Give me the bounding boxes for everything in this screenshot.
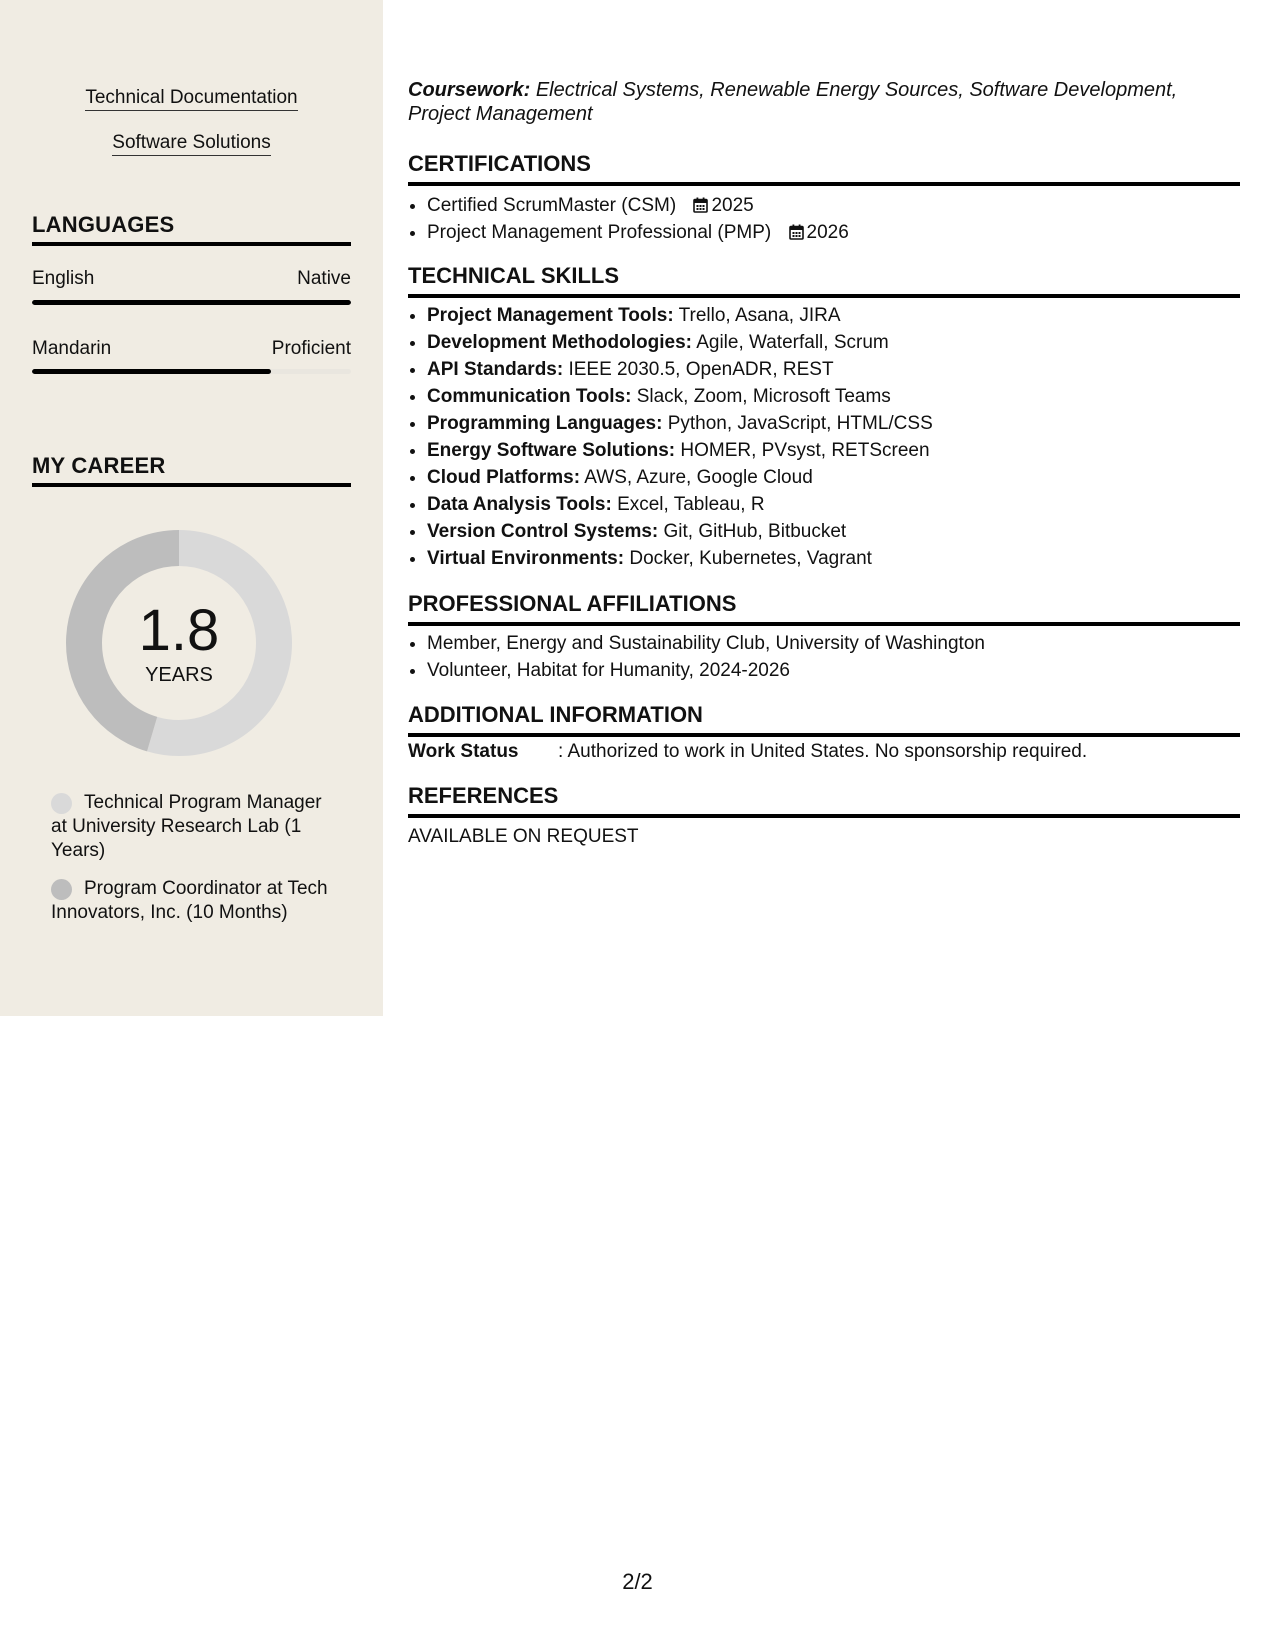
career-legend-item	[51, 791, 336, 863]
language-row	[32, 337, 351, 361]
page-number: 2/2	[622, 1569, 653, 1594]
skill-item	[427, 410, 1237, 437]
skill-item	[427, 302, 1237, 329]
skill-item	[427, 464, 1237, 491]
coursework-label: Coursework:	[408, 79, 531, 101]
skill-label: Project Management Tools:	[427, 305, 674, 326]
skill-value: HOMER, PVsyst, RETScreen	[680, 440, 930, 461]
certification-name: Project Management Professional (PMP)	[427, 222, 772, 243]
career-legend-label: Program Coordinator at Tech Innovators, Inc. (10 Months)	[51, 878, 328, 923]
affiliation-item: • Volunteer, Habitat for Humanity, 2024-2026	[427, 657, 1237, 684]
skill-item	[427, 491, 1237, 518]
skill-value: Slack, Zoom, Microsoft Teams	[636, 386, 891, 407]
career-total-unit: YEARS	[145, 664, 213, 686]
calendar-icon	[789, 224, 804, 240]
technical-skills-heading: TECHNICAL SKILLS	[408, 263, 1240, 298]
career-legend-dot	[51, 879, 72, 900]
interest-item[interactable]	[0, 86, 383, 110]
references-text: AVAILABLE ON REQUEST	[408, 826, 639, 847]
skill-label: Version Control Systems:	[427, 521, 659, 542]
language-proficiency-fill	[32, 369, 271, 374]
technical-skills-list	[408, 302, 1237, 572]
calendar-icon	[693, 197, 708, 213]
skill-item	[427, 437, 1237, 464]
skill-label: Energy Software Solutions:	[427, 440, 676, 461]
interest-item[interactable]	[0, 131, 383, 155]
additional-information-heading: ADDITIONAL INFORMATION	[408, 702, 1240, 737]
work-status-label: Work Status	[408, 741, 519, 762]
language-level: Native	[297, 268, 351, 289]
certifications-list	[408, 192, 1237, 246]
certification-year: 2025	[711, 195, 754, 216]
skill-label: Development Methodologies:	[427, 332, 692, 353]
skill-value: Python, JavaScript, HTML/CSS	[667, 413, 933, 434]
affiliations-list	[408, 630, 1237, 684]
skill-label: Cloud Platforms:	[427, 467, 581, 488]
language-row	[32, 267, 351, 291]
skill-item	[427, 329, 1237, 356]
skill-value: IEEE 2030.5, OpenADR, REST	[568, 359, 834, 380]
skill-item	[427, 383, 1237, 410]
interest-label[interactable]: Technical Documentation	[85, 87, 297, 111]
interest-label[interactable]: Software Solutions	[112, 132, 270, 156]
language-proficiency-fill	[32, 300, 351, 305]
work-status-value: : Authorized to work in United States. No sponsorship required.	[558, 741, 1088, 762]
language-name: English	[32, 268, 95, 289]
references-heading: REFERENCES	[408, 783, 1240, 818]
work-status-row	[408, 740, 1240, 764]
coursework-text: Electrical Systems, Renewable Energy Sources, Software Development, Project Management	[408, 79, 1178, 125]
skill-item	[427, 545, 1237, 572]
skill-label: Communication Tools:	[427, 386, 632, 407]
career-heading: MY CAREER	[32, 453, 351, 487]
career-legend-dot	[51, 793, 72, 814]
sidebar	[0, 0, 383, 1016]
affiliation-item: • Member, Energy and Sustainability Club, University of Washington	[427, 630, 1237, 657]
career-legend-label: Technical Program Manager at University Research Lab (1 Years)	[51, 792, 322, 861]
career-legend-item	[51, 877, 336, 925]
skill-label: API Standards:	[427, 359, 564, 380]
certifications-heading: CERTIFICATIONS	[408, 151, 1240, 186]
skill-label: Virtual Environments:	[427, 548, 625, 569]
certification-year: 2026	[806, 222, 849, 243]
language-proficiency-bar	[32, 300, 351, 305]
skill-label: Programming Languages:	[427, 413, 663, 434]
affiliations-heading: PROFESSIONAL AFFILIATIONS	[408, 591, 1240, 626]
certification-item	[427, 219, 1237, 246]
certification-item	[427, 192, 1237, 219]
skill-label: Data Analysis Tools:	[427, 494, 612, 515]
skill-value: Docker, Kubernetes, Vagrant	[629, 548, 872, 569]
languages-heading: LANGUAGES	[32, 212, 351, 246]
skill-value: AWS, Azure, Google Cloud	[584, 467, 813, 488]
skill-item	[427, 356, 1237, 383]
coursework-line	[408, 78, 1240, 126]
language-level: Proficient	[271, 338, 351, 359]
skill-value: Excel, Tableau, R	[617, 494, 765, 515]
skill-value: Git, GitHub, Bitbucket	[663, 521, 847, 542]
skill-item	[427, 518, 1237, 545]
language-name: Mandarin	[32, 338, 112, 359]
skill-value: Agile, Waterfall, Scrum	[696, 332, 889, 353]
skill-value: Trello, Asana, JIRA	[678, 305, 841, 326]
certification-name: Certified ScrumMaster (CSM)	[427, 195, 677, 216]
career-total-value: 1.8	[138, 598, 220, 663]
language-proficiency-bar	[32, 369, 351, 374]
career-donut-chart	[66, 530, 292, 756]
